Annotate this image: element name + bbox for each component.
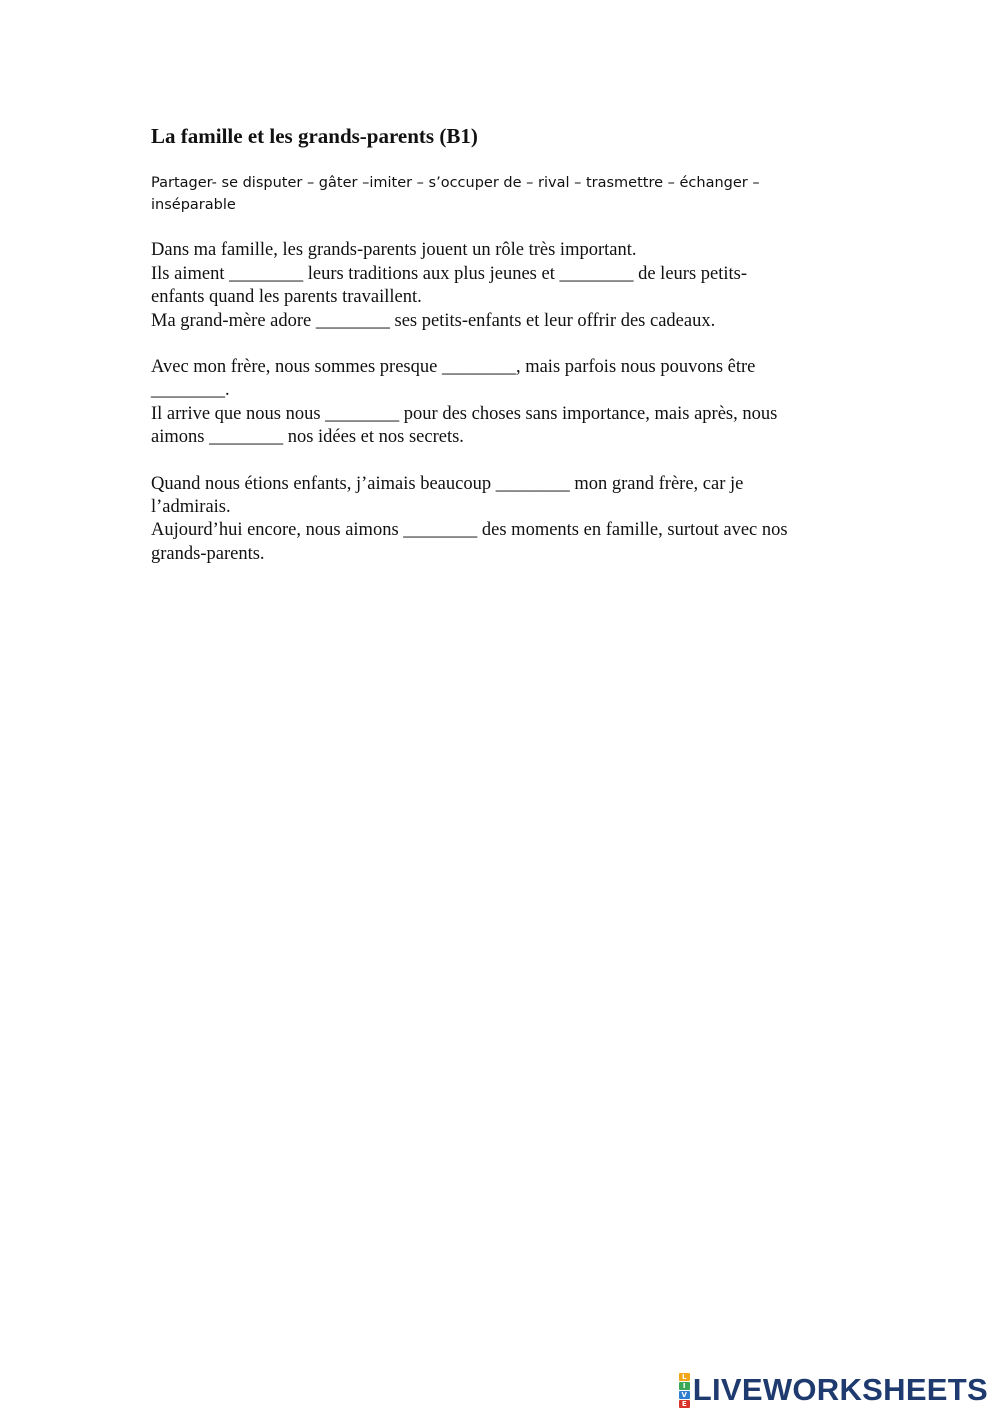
logo-mark-letter: I — [679, 1382, 690, 1390]
word-bank: Partager- se disputer – gâter –imiter – s’occuper de – rival – trasmettre – échanger – inséparable — [151, 175, 760, 213]
logo-mark-letter: E — [679, 1400, 690, 1408]
text-line: grands-parents. — [151, 544, 265, 564]
text-line: Dans ma famille, les grands-parents jouent un rôle très important. — [151, 240, 637, 260]
text-line: Avec mon frère, nous sommes presque ________, mais parfois nous pouvons être — [151, 357, 756, 377]
text-line: enfants quand les parents travaillent. — [151, 287, 422, 307]
liveworksheets-logo — [679, 1372, 988, 1408]
text-line: l’admirais. — [151, 497, 231, 517]
text-line: Quand nous étions enfants, j’aimais beaucoup ________ mon grand frère, car je — [151, 474, 744, 494]
logo-mark-icon — [679, 1373, 690, 1408]
logo-text: LIVEWORKSHEETS — [692, 1372, 988, 1407]
text-line: Aujourd’hui encore, nous aimons ________ des moments en famille, surtout avec nos — [151, 520, 788, 540]
logo-mark-letter: L — [679, 1373, 690, 1381]
text-line: Ma grand-mère adore ________ ses petits-enfants et leur offrir des cadeaux. — [151, 311, 716, 331]
logo-mark-letter: V — [679, 1391, 690, 1399]
text-line: aimons ________ nos idées et nos secrets. — [151, 427, 464, 447]
text-line: ________. — [151, 380, 230, 400]
text-line: Ils aiment ________ leurs traditions aux plus jeunes et ________ de leurs petits- — [151, 264, 748, 284]
worksheet-title: La famille et les grands-parents (B1) — [151, 124, 478, 148]
text-line: Il arrive que nous nous ________ pour des choses sans importance, mais après, nous — [151, 404, 778, 424]
